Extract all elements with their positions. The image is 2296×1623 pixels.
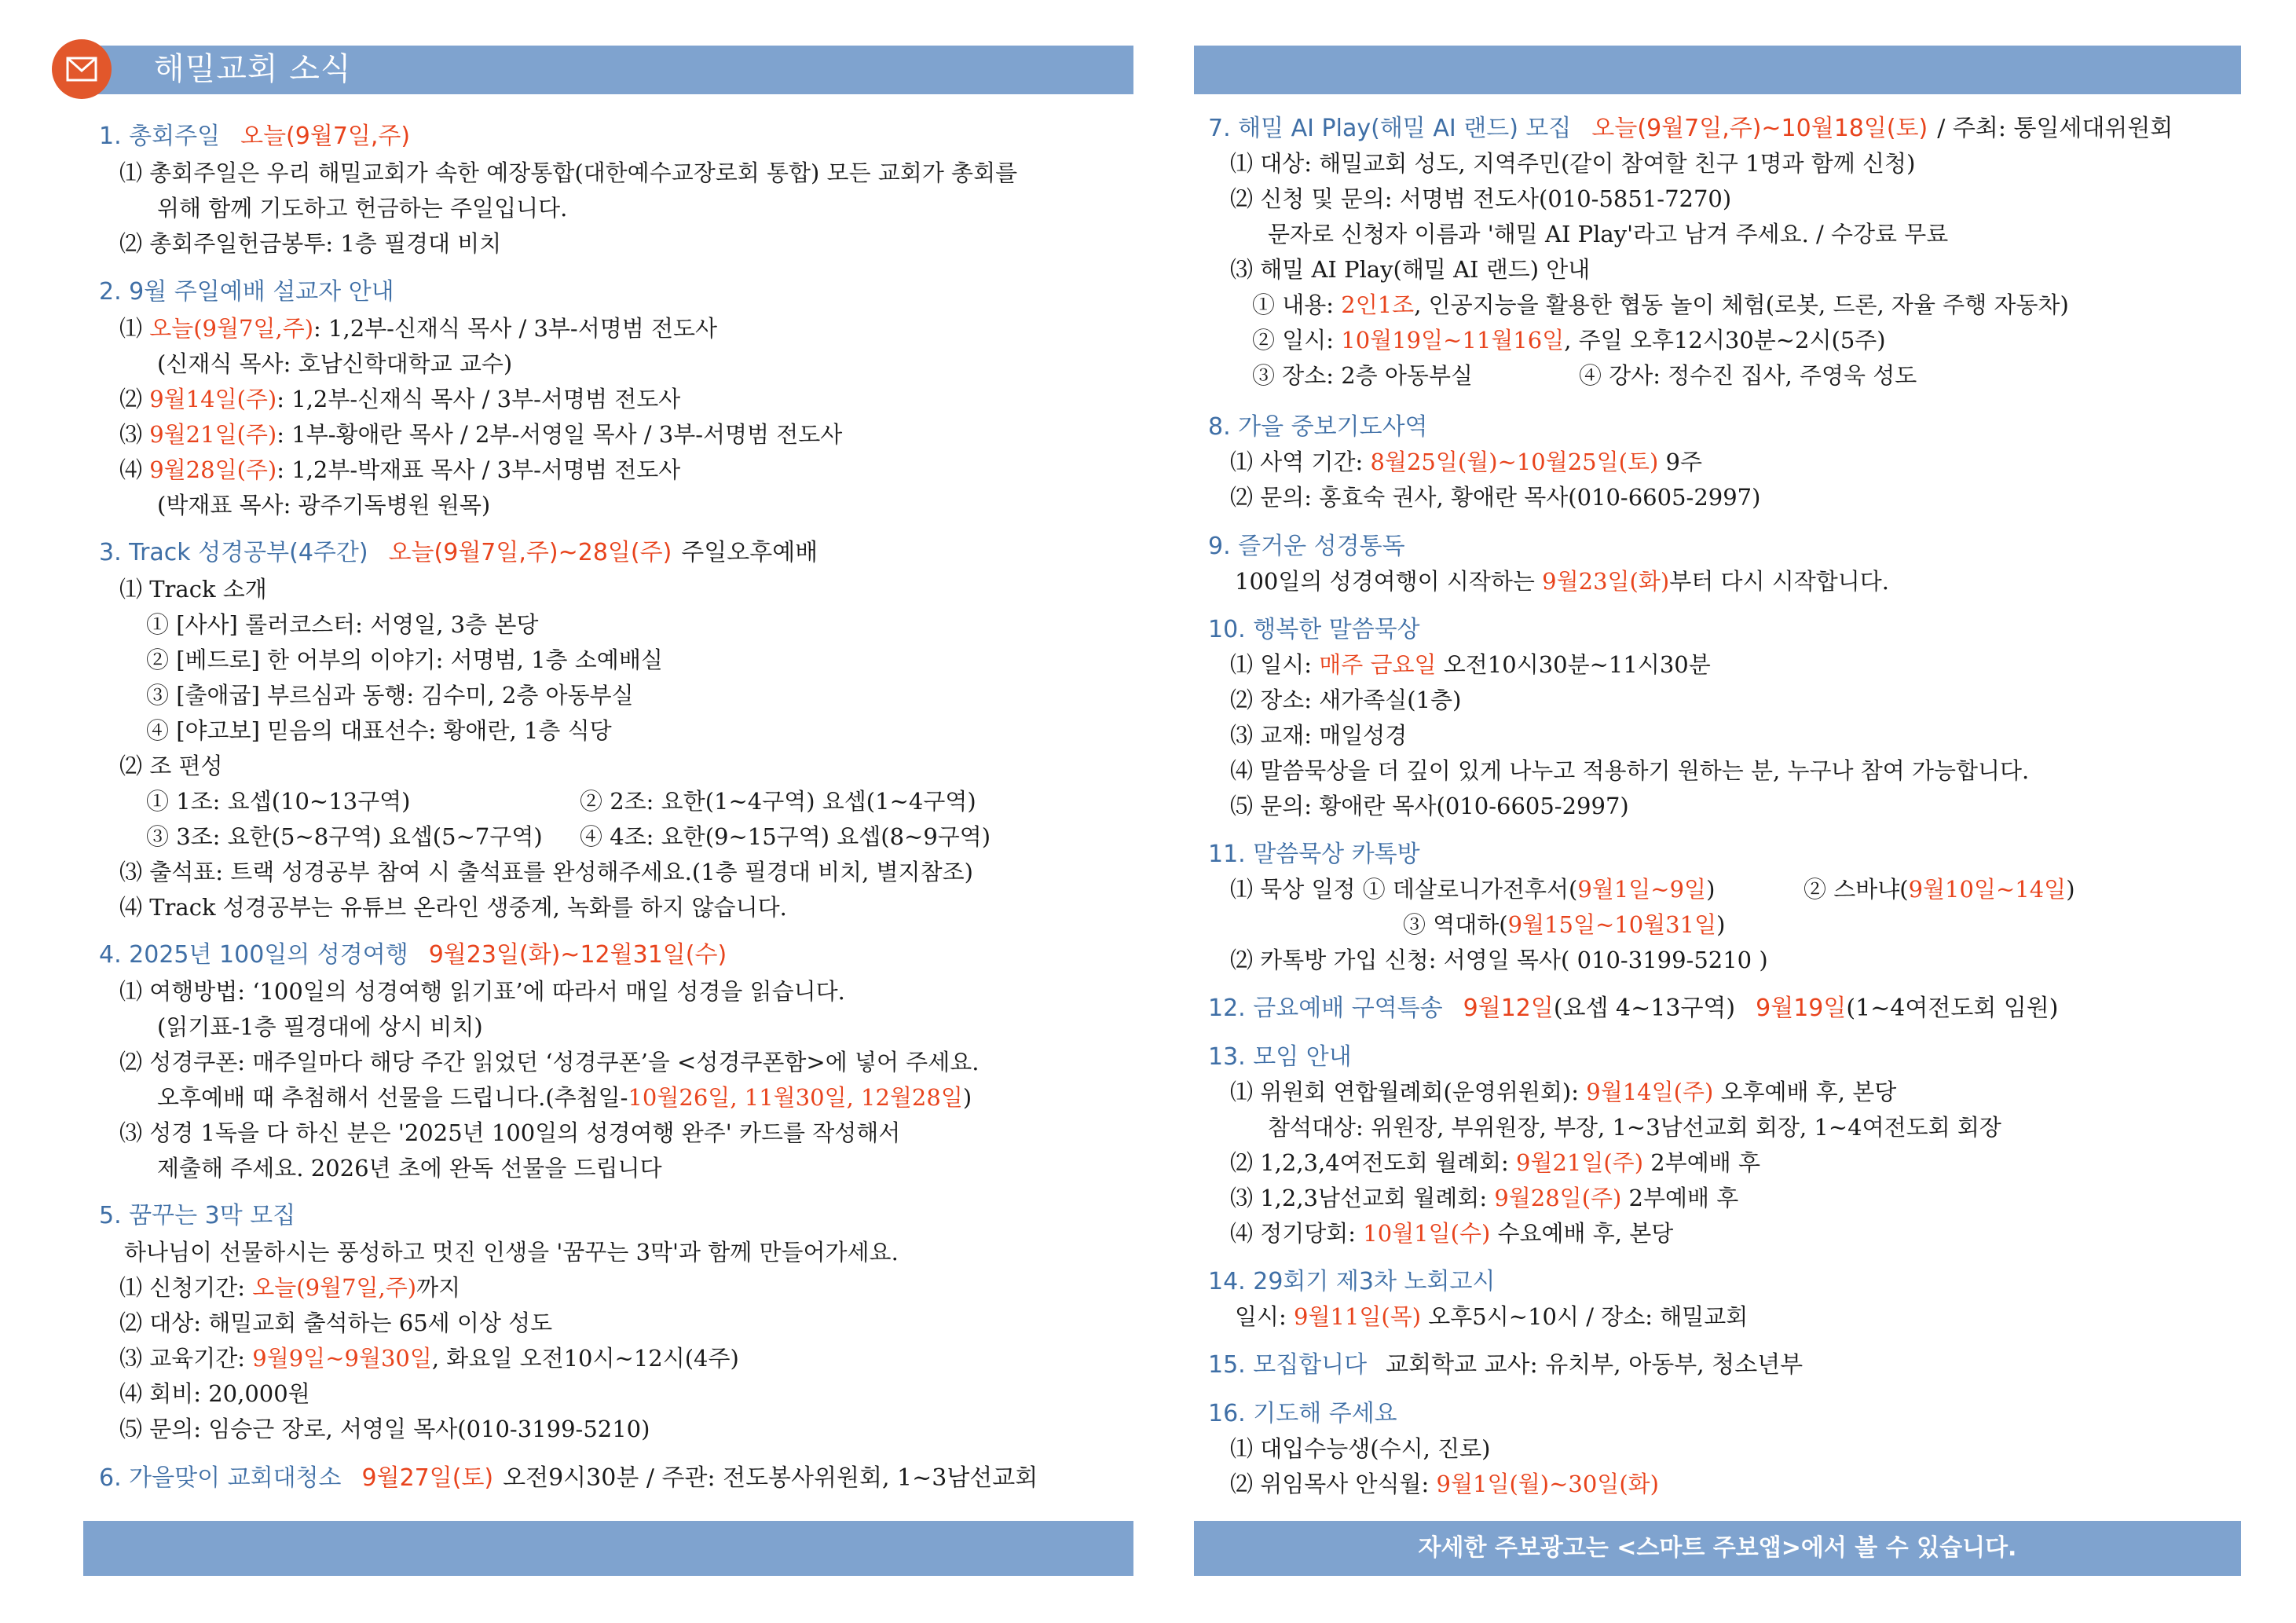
section-7-line-2: ⑵ 신청 및 문의: 서명범 전도사(010-5851-7270) (1230, 185, 1732, 212)
section-2-line-5: ⑷ 9월28일(주): 1,2부-박재표 목사 / 3부-서명범 전도사 (119, 456, 681, 483)
section-5-line-1: 하나님이 선물하시는 풍성하고 멋진 인생을 '꿈꾸는 3막'과 함께 만들어가세요. (124, 1239, 899, 1266)
section-3-line-2: ① [사사] 롤러코스터: 서영일, 3층 본당 (146, 611, 539, 638)
section-16-title: 16. 기도해 주세요 (1208, 1400, 1397, 1427)
section-4-title: 4. 2025년 100일의 성경여행 9월23일(화)~12월31일(수) (99, 941, 727, 969)
section-11-line-1: ⑴ 묵상 일정 ① 데살로니가전후서(9월1일~9일) (1230, 876, 1716, 903)
section-2-line-4: ⑶ 9월21일(주): 1부-황애란 목사 / 2부-서영일 목사 / 3부-서명범 전도사 (119, 421, 843, 448)
section-13-line-1: ⑴ 위원회 연합월례회(운영위원회): 9월14일(주) 오후예배 후, 본당 (1230, 1079, 1897, 1105)
section-1-line-2: 위해 함께 기도하고 헌금하는 주일입니다. (157, 195, 568, 222)
section-5-line-3: ⑵ 대상: 해밀교회 출석하는 65세 이상 성도 (119, 1310, 553, 1336)
section-13-line-4: ⑶ 1,2,3남선교회 월례회: 9월28일(주) 2부예배 후 (1230, 1185, 1739, 1211)
section-10-line-2: ⑵ 장소: 새가족실(1층) (1230, 687, 1462, 713)
section-16-line-2: ⑵ 위임목사 안식월: 9월1일(월)~30일(화) (1230, 1471, 1659, 1497)
section-5-line-6: ⑸ 문의: 임승근 장로, 서영일 목사(010-3199-5210) (119, 1416, 650, 1442)
section-11-line-2: ③ 역대하(9월15일~10월31일) (1403, 911, 1726, 938)
section-3-title: 3. Track 성경공부(4주간) 오늘(9월7일,주)~28일(주) 주일오후예배 (99, 539, 818, 566)
footer-notice: 자세한 주보광고는 <스마트 주보앱>에서 볼 수 있습니다. (1418, 1534, 2017, 1562)
section-4-line-3: ⑵ 성경쿠폰: 매주일마다 해당 주간 읽었던 ‘성경쿠폰’을 <성경쿠폰함>에 넣어 주세요. (119, 1049, 980, 1075)
section-3-line-5: ④ [야고보] 믿음의 대표선수: 황애란, 1층 식당 (146, 717, 612, 744)
section-5-title: 5. 꿈꾸는 3막 모집 (99, 1202, 296, 1229)
section-7-line-1: ⑴ 대상: 해밀교회 성도, 지역주민(같이 참여할 친구 1명과 함께 신청) (1230, 150, 1916, 177)
section-7-line-5: ① 내용: 2인1조, 인공지능을 활용한 협동 놀이 체험(로봇, 드론, 자율 주행 자동차) (1252, 291, 2069, 318)
section-4-line-2: (읽기표-1층 필경대에 상시 비치) (157, 1013, 483, 1040)
section-3-line-8a: ③ 3조: 요한(5~8구역) 요셉(5~7구역) (146, 823, 543, 850)
section-2-line-3: ⑵ 9월14일(주): 1,2부-신재식 목사 / 3부-서명범 전도사 (119, 386, 681, 412)
section-11-title: 11. 말씀묵상 카톡방 (1208, 841, 1420, 868)
section-10-line-1: ⑴ 일시: 매주 금요일 오전10시30분~11시30분 (1230, 651, 1711, 678)
section-3-line-3: ② [베드로] 한 어부의 이야기: 서명범, 1층 소예배실 (146, 647, 663, 673)
section-3-line-8b: ④ 4조: 요한(9~15구역) 요셉(8~9구역) (580, 823, 991, 850)
section-2-line-1: ⑴ 오늘(9월7일,주): 1,2부-신재식 목사 / 3부-서명범 전도사 (119, 315, 718, 342)
section-9-title: 9. 즐거운 성경통독 (1208, 533, 1405, 560)
section-7-title: 7. 해밀 AI Play(해밀 AI 랜드) 모집 오늘(9월7일,주)~10월18일(토) / 주최: 통일세대위원회 (1208, 115, 2173, 142)
section-4-line-6: 제출해 주세요. 2026년 초에 완독 선물을 드립니다 (157, 1155, 662, 1182)
section-3-line-7a: ① 1조: 요셉(10~13구역) (146, 788, 411, 815)
section-3-line-6: ⑵ 조 편성 (119, 753, 223, 779)
section-10-line-3: ⑶ 교재: 매일성경 (1230, 722, 1408, 749)
section-2-line-2: (신재식 목사: 호남신학대학교 교수) (157, 350, 513, 377)
section-10-line-5: ⑸ 문의: 황애란 목사(010-6605-2997) (1230, 793, 1629, 819)
section-13-line-3: ⑵ 1,2,3,4여전도회 월례회: 9월21일(주) 2부예배 후 (1230, 1149, 1760, 1176)
mail-icon (52, 39, 112, 99)
section-10-line-4: ⑷ 말씀묵상을 더 깊이 있게 나누고 적용하기 원하는 분, 누구나 참여 가능합니다. (1230, 757, 2030, 784)
section-3-line-9: ⑶ 출석표: 트랙 성경공부 참여 시 출석표를 완성해주세요.(1층 필경대 비치, 별지참조) (119, 859, 973, 885)
section-7-line-3: 문자로 신청자 이름과 '해밀 AI Play'라고 남겨 주세요. / 수강료 무료 (1268, 221, 1949, 247)
section-14-title: 14. 29회기 제3차 노회고시 (1208, 1268, 1496, 1295)
section-7-line-7b: ④ 강사: 정수진 집사, 주영욱 성도 (1579, 362, 1917, 389)
section-4-line-4: 오후예배 때 추첨해서 선물을 드립니다.(추첨일-10월26일, 11월30일, 12월28일) (157, 1084, 972, 1111)
section-3-line-7b: ② 2조: 요한(1~4구역) 요셉(1~4구역) (580, 788, 976, 815)
section-1-title: 1. 총회주일 오늘(9월7일,주) (99, 123, 411, 150)
section-8-line-1: ⑴ 사역 기간: 8월25일(월)~10월25일(토) 9주 (1230, 449, 1702, 475)
section-5-line-5: ⑷ 회비: 20,000원 (119, 1380, 310, 1407)
left-footer-bar (83, 1521, 1133, 1576)
section-3-line-10: ⑷ Track 성경공부는 유튜브 온라인 생중계, 녹화를 하지 않습니다. (119, 894, 787, 921)
section-10-title: 10. 행복한 말씀묵상 (1208, 616, 1420, 643)
section-14-line-1: 일시: 9월11일(목) 오후5시~10시 / 장소: 해밀교회 (1235, 1303, 1749, 1330)
section-9-line-1: 100일의 성경여행이 시작하는 9월23일(화)부터 다시 시작합니다. (1235, 568, 1889, 595)
section-15-title: 15. 모집합니다 교회학교 교사: 유치부, 아동부, 청소년부 (1208, 1351, 1803, 1379)
section-5-line-2: ⑴ 신청기간: 오늘(9월7일,주)까지 (119, 1274, 461, 1301)
section-3-line-4: ③ [출애굽] 부르심과 동행: 김수미, 2층 아동부실 (146, 682, 634, 709)
section-1-line-3: ⑵ 총회주일헌금봉투: 1층 필경대 비치 (119, 230, 502, 257)
section-13-title: 13. 모임 안내 (1208, 1043, 1352, 1071)
section-11-line-3: ⑵ 카톡방 가입 신청: 서영일 목사( 010-3199-5210 ) (1230, 947, 1768, 973)
section-5-line-4: ⑶ 교육기간: 9월9일~9월30일, 화요일 오전10시~12시(4주) (119, 1345, 739, 1372)
section-11-line-1b: ② 스바냐(9월10일~14일) (1803, 876, 2075, 903)
section-4-line-5: ⑶ 성경 1독을 다 하신 분은 '2025년 100일의 성경여행 완주' 카드를 작성해서 (119, 1119, 901, 1146)
section-7-line-4: ⑶ 해밀 AI Play(해밀 AI 랜드) 안내 (1230, 256, 1591, 283)
section-7-line-7a: ③ 장소: 2층 아동부실 (1252, 362, 1473, 389)
section-4-line-1: ⑴ 여행방법: ‘100일의 성경여행 읽기표’에 따라서 매일 성경을 읽습니다. (119, 978, 845, 1005)
section-8-line-2: ⑵ 문의: 홍효숙 권사, 황애란 목사(010-6605-2997) (1230, 484, 1761, 511)
section-3-line-1: ⑴ Track 소개 (119, 576, 267, 603)
section-13-line-2: 참석대상: 위원장, 부위원장, 부장, 1~3남선교회 회장, 1~4여전도회 회장 (1268, 1114, 2001, 1141)
section-7-line-6: ② 일시: 10월19일~11월16일, 주일 오후12시30분~2시(5주) (1252, 327, 1886, 354)
section-2-title: 2. 9월 주일예배 설교자 안내 (99, 278, 394, 306)
section-16-line-1: ⑴ 대입수능생(수시, 진로) (1230, 1435, 1491, 1462)
section-6-title: 6. 가을맞이 교회대청소 9월27일(토) 오전9시30분 / 주관: 전도봉사위원회, 1~3남선교회 (99, 1464, 1038, 1492)
section-13-line-5: ⑷ 정기당회: 10월1일(수) 수요예배 후, 본당 (1230, 1220, 1674, 1247)
section-8-title: 8. 가을 중보기도사역 (1208, 413, 1428, 441)
section-2-line-6: (박재표 목사: 광주기독병원 원목) (157, 492, 491, 518)
section-1-line-1: ⑴ 총회주일은 우리 해밀교회가 속한 예장통합(대한예수교장로회 통합) 모든 교회가 총회를 (119, 159, 1018, 186)
right-header-bar (1194, 46, 2241, 94)
section-12-title: 12. 금요예배 구역특송 9월12일(요셉 4~13구역) 9월19일(1~4여전도회 임원) (1208, 995, 2059, 1022)
page-title: 해밀교회 소식 (154, 51, 352, 87)
